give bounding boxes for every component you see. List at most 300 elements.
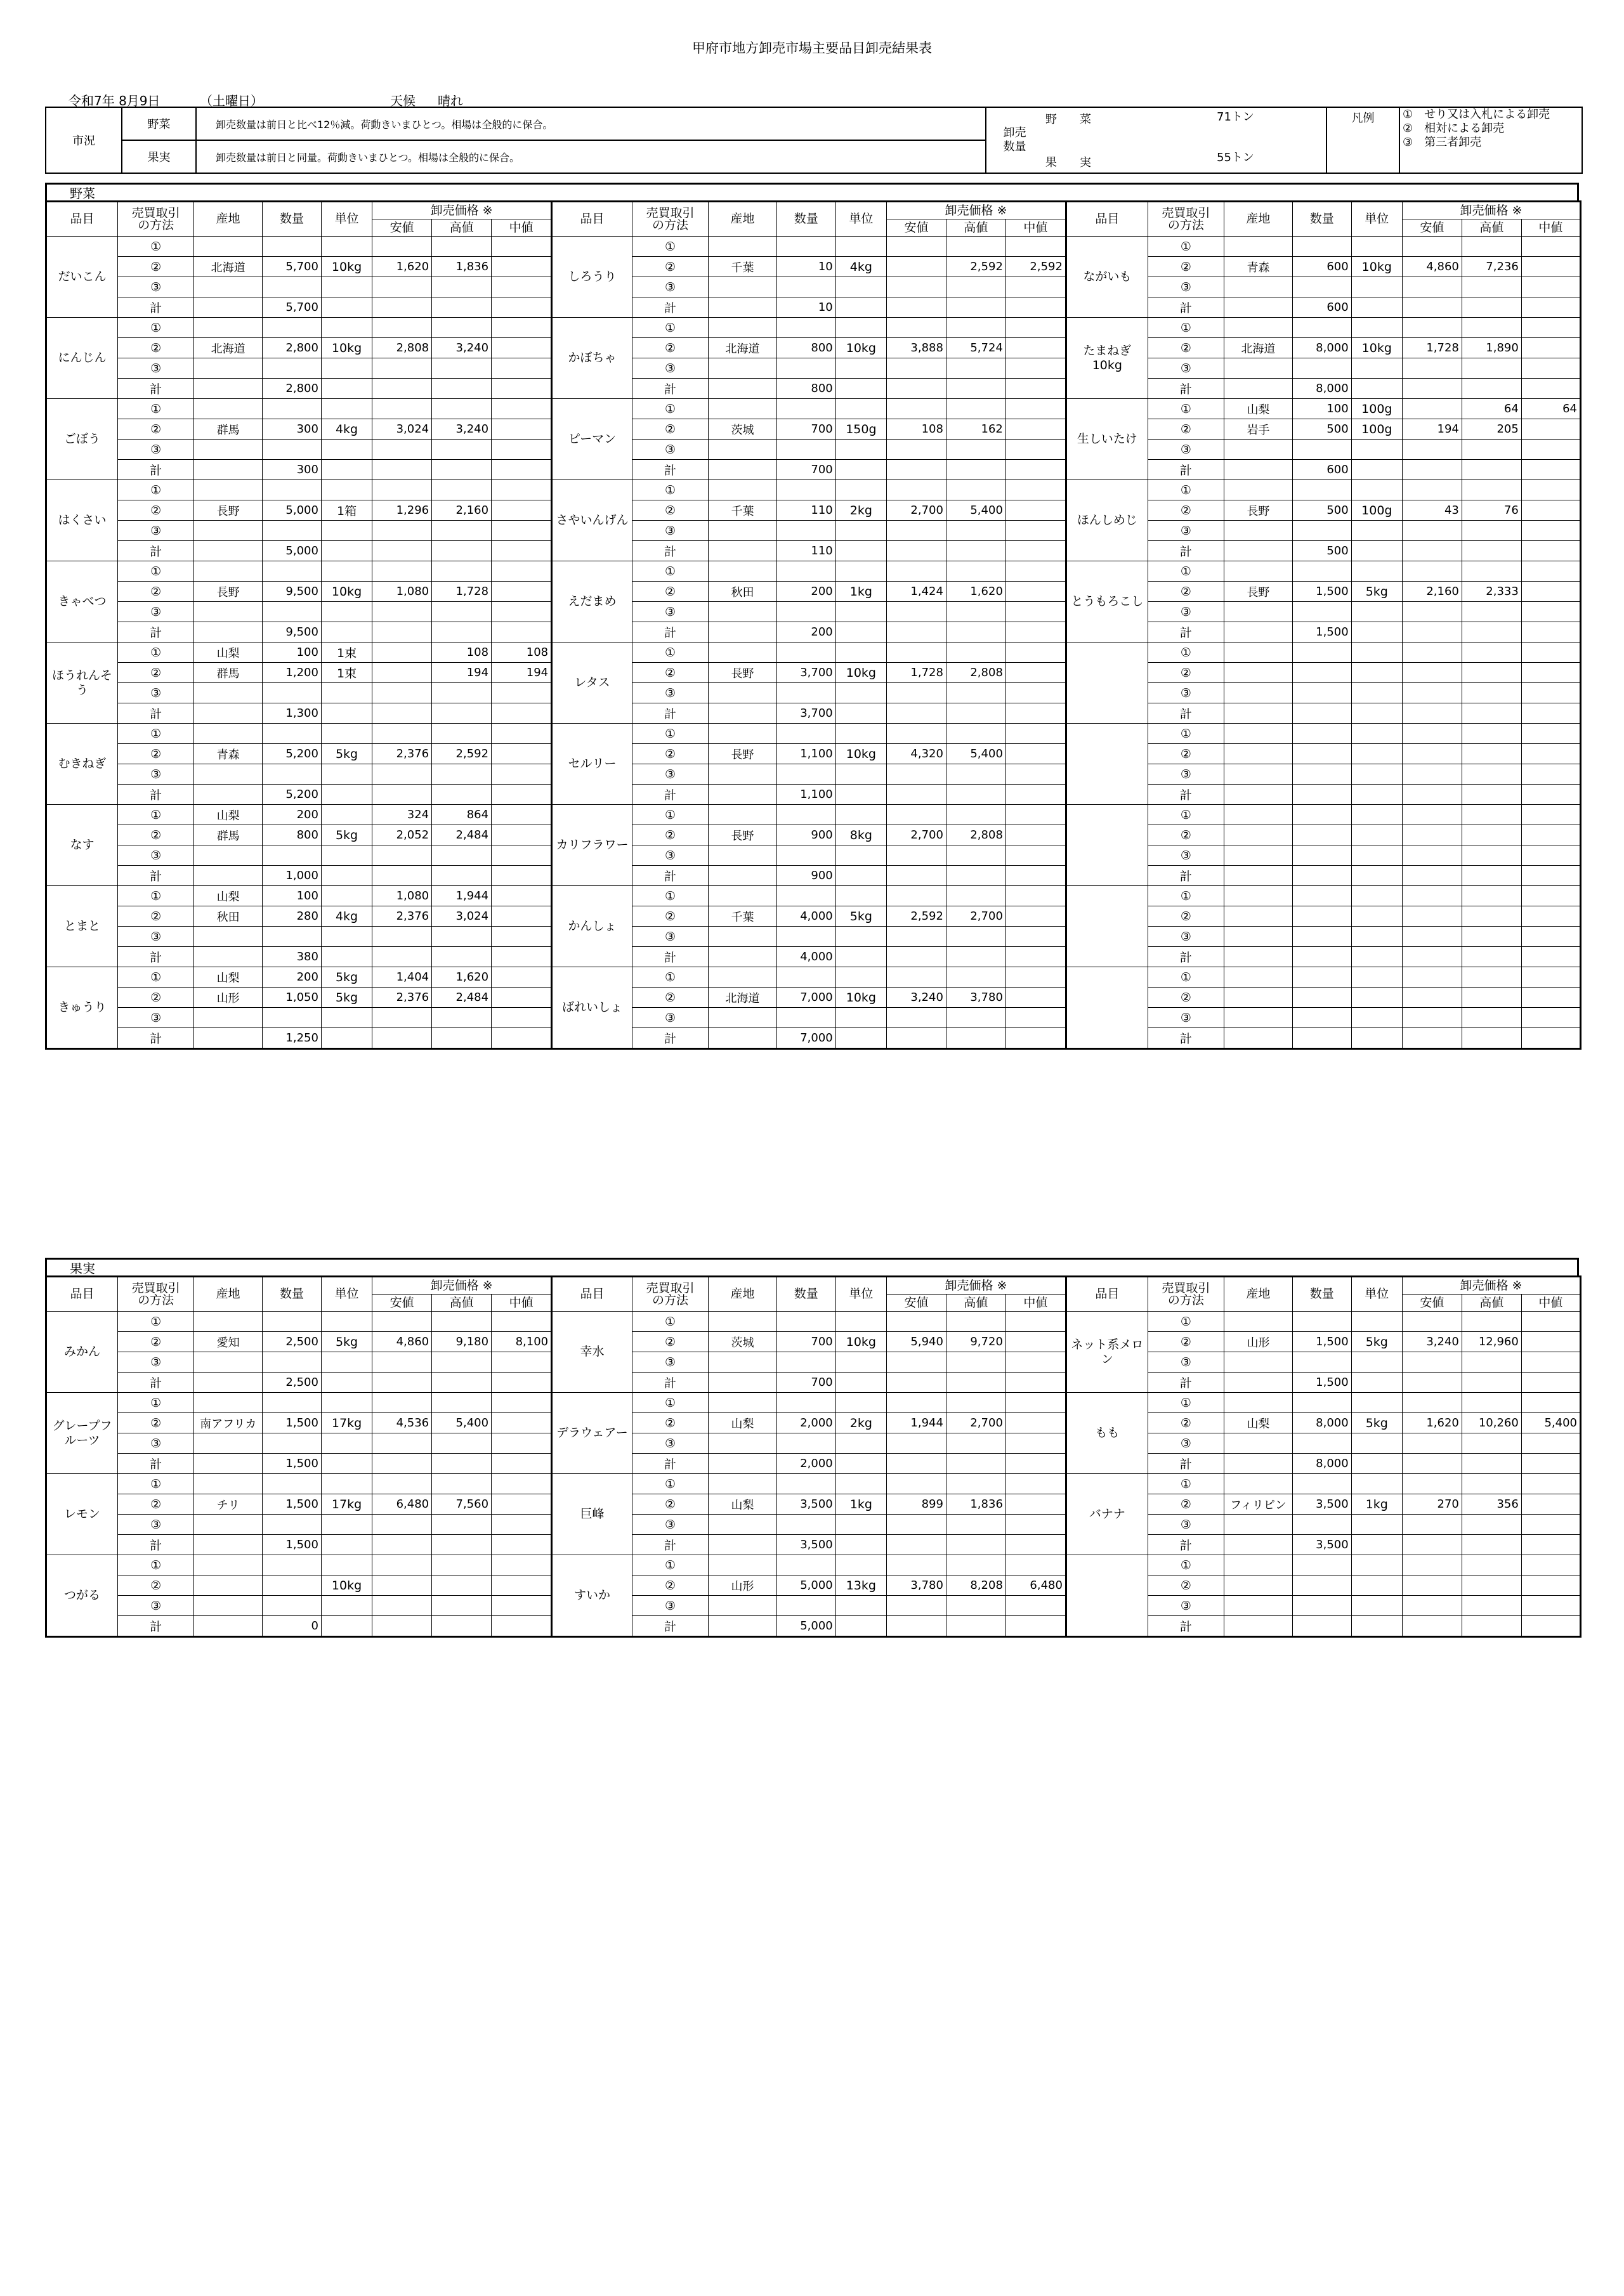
cell-origin: 青森 bbox=[1224, 257, 1293, 277]
cell-quantity: 1,100 bbox=[776, 744, 835, 764]
cell-unit bbox=[835, 1312, 886, 1332]
cell-low-price: 2,376 bbox=[372, 906, 432, 927]
method-mark: ① bbox=[117, 318, 193, 338]
cell-origin: 山梨 bbox=[194, 967, 263, 988]
cell-low-price: 1,620 bbox=[372, 257, 432, 277]
method-mark: ③ bbox=[117, 1596, 193, 1616]
cell-high-price bbox=[946, 1008, 1005, 1028]
cell-high-price bbox=[946, 460, 1005, 480]
cell-quantity: 8,000 bbox=[1292, 338, 1351, 358]
cell-low-price bbox=[372, 358, 432, 379]
cell-unit bbox=[1351, 724, 1402, 744]
cell-high-price: 194 bbox=[432, 663, 492, 683]
cell-high-price: 1,944 bbox=[432, 886, 492, 906]
cell-low-price: 1,404 bbox=[372, 967, 432, 988]
table-row bbox=[46, 1575, 1581, 1596]
cell-quantity bbox=[1292, 764, 1351, 785]
cell-low-price bbox=[886, 967, 946, 988]
cell-quantity bbox=[1292, 683, 1351, 703]
cell-low-price: 3,240 bbox=[1402, 1332, 1462, 1352]
cell-origin bbox=[709, 358, 777, 379]
cell-origin: 群馬 bbox=[194, 419, 263, 440]
cell-high-price bbox=[432, 440, 492, 460]
cell-quantity: 3,500 bbox=[776, 1535, 835, 1555]
cell-unit bbox=[321, 297, 372, 318]
table-row bbox=[46, 1596, 1581, 1616]
cell-mid-price bbox=[1005, 419, 1066, 440]
cell-origin bbox=[194, 947, 263, 967]
cell-mid-price bbox=[492, 683, 552, 703]
method-mark: 計 bbox=[117, 1028, 193, 1049]
cell-mid-price bbox=[492, 927, 552, 947]
method-mark: ① bbox=[632, 1312, 708, 1332]
cell-unit bbox=[835, 399, 886, 419]
cell-mid-price bbox=[1521, 703, 1580, 724]
cell-mid-price bbox=[1005, 1616, 1066, 1637]
header-item: 品目 bbox=[46, 202, 118, 237]
cell-quantity bbox=[263, 1515, 322, 1535]
cell-origin bbox=[709, 460, 777, 480]
header-unit: 単位 bbox=[835, 202, 886, 237]
cell-unit bbox=[835, 561, 886, 582]
cell-unit bbox=[1351, 1312, 1402, 1332]
cell-origin bbox=[194, 622, 263, 642]
cell-unit bbox=[1351, 703, 1402, 724]
cell-unit bbox=[835, 1515, 886, 1535]
method-mark: 計 bbox=[632, 1616, 708, 1637]
cell-unit bbox=[321, 602, 372, 622]
cell-mid-price bbox=[1005, 541, 1066, 561]
cell-low-price bbox=[1402, 866, 1462, 886]
cell-unit bbox=[1351, 744, 1402, 764]
cell-unit bbox=[835, 866, 886, 886]
header-method bbox=[632, 202, 708, 237]
cell-low-price bbox=[1402, 683, 1462, 703]
cell-low-price bbox=[1402, 967, 1462, 988]
method-mark: ③ bbox=[1148, 764, 1224, 785]
cell-quantity: 100 bbox=[263, 642, 322, 663]
method-mark: ① bbox=[632, 967, 708, 988]
cell-quantity: 100 bbox=[263, 886, 322, 906]
cell-mid-price bbox=[1005, 866, 1066, 886]
cell-high-price bbox=[432, 358, 492, 379]
table-row bbox=[46, 866, 1581, 886]
cell-origin bbox=[194, 460, 263, 480]
table-row bbox=[46, 947, 1581, 967]
cell-unit: 10kg bbox=[835, 663, 886, 683]
cell-origin: 山形 bbox=[709, 1575, 777, 1596]
cell-high-price bbox=[1462, 1008, 1521, 1028]
cell-origin bbox=[1224, 379, 1293, 399]
cell-high-price bbox=[432, 1454, 492, 1474]
cell-high-price bbox=[432, 1393, 492, 1413]
cell-low-price bbox=[886, 805, 946, 825]
cell-origin bbox=[194, 1515, 263, 1535]
cell-unit bbox=[835, 642, 886, 663]
volume-veg-value: 71トン bbox=[1214, 107, 1326, 140]
cell-quantity: 1,050 bbox=[263, 988, 322, 1008]
cell-low-price: 194 bbox=[1402, 419, 1462, 440]
cell-unit bbox=[1351, 521, 1402, 541]
cell-high-price: 2,700 bbox=[946, 1413, 1005, 1433]
cell-origin bbox=[709, 379, 777, 399]
cell-low-price bbox=[1402, 1616, 1462, 1637]
item-name: とまと bbox=[46, 886, 118, 967]
cell-origin: フィリピン bbox=[1224, 1494, 1293, 1515]
item-name bbox=[1066, 967, 1148, 1049]
cell-high-price bbox=[432, 1474, 492, 1494]
cell-quantity: 1,500 bbox=[1292, 582, 1351, 602]
cell-high-price: 5,724 bbox=[946, 338, 1005, 358]
method-mark: ② bbox=[1148, 1494, 1224, 1515]
cell-high-price bbox=[1462, 683, 1521, 703]
method-mark: 計 bbox=[1148, 1028, 1224, 1049]
cell-mid-price bbox=[492, 1028, 552, 1049]
table-row bbox=[46, 967, 1581, 988]
cell-quantity: 2,000 bbox=[776, 1413, 835, 1433]
cell-high-price bbox=[946, 764, 1005, 785]
cell-low-price bbox=[372, 1008, 432, 1028]
cell-unit bbox=[835, 724, 886, 744]
cell-mid-price bbox=[492, 703, 552, 724]
item-name bbox=[1066, 886, 1148, 967]
cell-quantity: 8,000 bbox=[1292, 1454, 1351, 1474]
cell-low-price bbox=[1402, 805, 1462, 825]
cell-unit bbox=[321, 1393, 372, 1413]
header-price: 卸売価格 ※ bbox=[372, 202, 552, 219]
cell-quantity bbox=[776, 683, 835, 703]
cell-unit bbox=[835, 541, 886, 561]
cell-origin: 北海道 bbox=[194, 338, 263, 358]
cell-high-price bbox=[1462, 1575, 1521, 1596]
method-mark: ③ bbox=[1148, 1008, 1224, 1028]
cell-high-price bbox=[946, 1028, 1005, 1049]
cell-mid-price bbox=[492, 1433, 552, 1454]
cell-origin bbox=[194, 318, 263, 338]
cell-low-price bbox=[1402, 602, 1462, 622]
cell-high-price: 2,592 bbox=[946, 257, 1005, 277]
cell-quantity: 110 bbox=[776, 500, 835, 521]
cell-quantity bbox=[263, 1008, 322, 1028]
cell-origin: 山梨 bbox=[1224, 1413, 1293, 1433]
cell-high-price bbox=[1462, 988, 1521, 1008]
method-mark: ② bbox=[1148, 582, 1224, 602]
header-high: 高値 bbox=[1462, 1295, 1521, 1312]
cell-origin bbox=[709, 866, 777, 886]
cell-unit: 5kg bbox=[1351, 582, 1402, 602]
cell-mid-price bbox=[1005, 1352, 1066, 1373]
cell-quantity bbox=[776, 1008, 835, 1028]
cell-origin bbox=[1224, 764, 1293, 785]
cell-unit bbox=[321, 1352, 372, 1373]
cell-mid-price bbox=[492, 419, 552, 440]
cell-unit bbox=[321, 683, 372, 703]
cell-high-price bbox=[432, 785, 492, 805]
cell-mid-price bbox=[492, 277, 552, 297]
cell-mid-price bbox=[1005, 561, 1066, 582]
cell-high-price bbox=[1462, 866, 1521, 886]
cell-unit: 100g bbox=[1351, 419, 1402, 440]
method-mark: 計 bbox=[1148, 379, 1224, 399]
cell-quantity bbox=[263, 724, 322, 744]
cell-origin bbox=[709, 683, 777, 703]
header-method-line1: 売買取引 bbox=[1162, 1281, 1210, 1295]
cell-low-price bbox=[1402, 947, 1462, 967]
cell-unit bbox=[835, 1393, 886, 1413]
method-mark: ① bbox=[632, 805, 708, 825]
method-mark: ② bbox=[1148, 500, 1224, 521]
table-row bbox=[46, 257, 1581, 277]
method-mark: ② bbox=[632, 1332, 708, 1352]
cell-high-price bbox=[432, 521, 492, 541]
cell-unit bbox=[321, 1433, 372, 1454]
cell-quantity: 800 bbox=[776, 379, 835, 399]
header-high: 高値 bbox=[946, 1295, 1005, 1312]
cell-quantity: 4,000 bbox=[776, 906, 835, 927]
cell-low-price bbox=[886, 703, 946, 724]
cell-high-price bbox=[432, 602, 492, 622]
method-mark: ② bbox=[1148, 825, 1224, 845]
cell-high-price bbox=[946, 237, 1005, 257]
cell-mid-price bbox=[492, 764, 552, 785]
cell-low-price bbox=[1402, 886, 1462, 906]
item-name: ピーマン bbox=[552, 399, 632, 480]
cell-high-price bbox=[1462, 886, 1521, 906]
cell-high-price bbox=[1462, 805, 1521, 825]
method-mark: ③ bbox=[1148, 602, 1224, 622]
method-mark: 計 bbox=[117, 866, 193, 886]
method-mark: 計 bbox=[117, 1535, 193, 1555]
cell-quantity bbox=[1292, 785, 1351, 805]
cell-low-price bbox=[886, 1596, 946, 1616]
method-mark: 計 bbox=[1148, 1373, 1224, 1393]
cell-origin: 秋田 bbox=[709, 582, 777, 602]
cell-high-price bbox=[1462, 967, 1521, 988]
cell-high-price bbox=[946, 642, 1005, 663]
cell-unit bbox=[1351, 318, 1402, 338]
cell-low-price bbox=[372, 1555, 432, 1575]
cell-quantity bbox=[1292, 1555, 1351, 1575]
cell-unit bbox=[835, 480, 886, 500]
cell-quantity: 900 bbox=[776, 866, 835, 886]
cell-unit bbox=[321, 561, 372, 582]
cell-unit bbox=[835, 1474, 886, 1494]
cell-origin bbox=[1224, 744, 1293, 764]
method-mark: ② bbox=[632, 419, 708, 440]
method-mark: ② bbox=[1148, 338, 1224, 358]
cell-origin bbox=[194, 440, 263, 460]
method-mark: ① bbox=[1148, 967, 1224, 988]
cell-low-price: 43 bbox=[1402, 500, 1462, 521]
cell-high-price bbox=[946, 1616, 1005, 1637]
cell-high-price bbox=[1462, 440, 1521, 460]
cell-unit: 4kg bbox=[321, 419, 372, 440]
cell-low-price: 2,700 bbox=[886, 825, 946, 845]
cell-unit bbox=[1351, 683, 1402, 703]
cell-mid-price bbox=[1521, 561, 1580, 582]
method-mark: ② bbox=[632, 988, 708, 1008]
legend-item-3: ③ 第三者卸売 bbox=[1403, 136, 1482, 149]
vegetable-price-table bbox=[45, 200, 1581, 1050]
cell-origin bbox=[194, 1616, 263, 1637]
cell-low-price: 1,620 bbox=[1402, 1413, 1462, 1433]
table-row bbox=[46, 1008, 1581, 1028]
header-item: 品目 bbox=[46, 1277, 118, 1312]
table-row bbox=[46, 663, 1581, 683]
cell-mid-price bbox=[1005, 1312, 1066, 1332]
cell-quantity bbox=[776, 1312, 835, 1332]
cell-high-price bbox=[946, 561, 1005, 582]
table-row bbox=[46, 318, 1581, 338]
cell-high-price bbox=[946, 622, 1005, 642]
cell-mid-price bbox=[1521, 1616, 1580, 1637]
cell-quantity bbox=[263, 602, 322, 622]
table-row bbox=[46, 1332, 1581, 1352]
cell-unit bbox=[321, 1535, 372, 1555]
cell-mid-price bbox=[1005, 744, 1066, 764]
cell-mid-price bbox=[1005, 825, 1066, 845]
method-mark: 計 bbox=[1148, 622, 1224, 642]
cell-quantity: 4,000 bbox=[776, 947, 835, 967]
cell-high-price bbox=[946, 1352, 1005, 1373]
cell-origin bbox=[1224, 297, 1293, 318]
cell-mid-price bbox=[1005, 582, 1066, 602]
cell-origin bbox=[194, 1575, 263, 1596]
cell-low-price bbox=[886, 358, 946, 379]
cell-high-price: 2,808 bbox=[946, 825, 1005, 845]
header-price: 卸売価格 ※ bbox=[886, 202, 1066, 219]
method-mark: ② bbox=[1148, 663, 1224, 683]
item-name: えだまめ bbox=[552, 561, 632, 642]
cell-origin bbox=[709, 1474, 777, 1494]
cell-mid-price bbox=[1521, 622, 1580, 642]
cell-low-price bbox=[1402, 1575, 1462, 1596]
cell-mid-price bbox=[492, 1373, 552, 1393]
header-low: 安値 bbox=[886, 219, 946, 237]
fruit-section-title: 果実 bbox=[45, 1258, 1579, 1275]
cell-origin: 茨城 bbox=[709, 1332, 777, 1352]
table-row bbox=[46, 805, 1581, 825]
table-row bbox=[46, 237, 1581, 257]
cell-mid-price bbox=[1521, 237, 1580, 257]
header-method bbox=[117, 202, 193, 237]
cell-quantity: 2,000 bbox=[776, 1454, 835, 1474]
cell-mid-price bbox=[1521, 724, 1580, 744]
cell-origin bbox=[194, 1454, 263, 1474]
cell-unit bbox=[1351, 1393, 1402, 1413]
cell-high-price: 1,836 bbox=[432, 257, 492, 277]
cell-unit bbox=[1351, 866, 1402, 886]
cell-mid-price bbox=[1521, 1494, 1580, 1515]
cell-quantity bbox=[776, 277, 835, 297]
cell-quantity: 900 bbox=[776, 825, 835, 845]
cell-origin bbox=[1224, 886, 1293, 906]
cell-quantity: 1,500 bbox=[1292, 1373, 1351, 1393]
cell-origin bbox=[1224, 866, 1293, 886]
cell-high-price bbox=[946, 602, 1005, 622]
cell-low-price bbox=[1402, 480, 1462, 500]
cell-low-price: 899 bbox=[886, 1494, 946, 1515]
cell-mid-price: 108 bbox=[492, 642, 552, 663]
method-mark: 計 bbox=[632, 1373, 708, 1393]
cell-mid-price bbox=[1005, 460, 1066, 480]
cell-low-price bbox=[372, 845, 432, 866]
cell-unit bbox=[1351, 237, 1402, 257]
cell-unit bbox=[1351, 1352, 1402, 1373]
cell-high-price bbox=[1462, 379, 1521, 399]
cell-mid-price bbox=[1521, 1433, 1580, 1454]
cell-unit bbox=[835, 1596, 886, 1616]
header-method-line2: の方法 bbox=[138, 1293, 174, 1307]
legend-item-1: ① せり又は入札による卸売 bbox=[1403, 108, 1550, 121]
cell-unit: 10kg bbox=[321, 257, 372, 277]
cell-mid-price bbox=[1521, 1575, 1580, 1596]
cell-quantity bbox=[1292, 1433, 1351, 1454]
method-mark: 計 bbox=[632, 866, 708, 886]
cell-origin bbox=[709, 480, 777, 500]
cell-low-price bbox=[372, 724, 432, 744]
cell-high-price bbox=[1462, 1352, 1521, 1373]
cell-origin bbox=[709, 1373, 777, 1393]
cell-mid-price bbox=[492, 1008, 552, 1028]
cell-low-price bbox=[1402, 825, 1462, 845]
method-mark: ① bbox=[632, 561, 708, 582]
cell-low-price bbox=[1402, 460, 1462, 480]
cell-low-price bbox=[372, 1352, 432, 1373]
cell-high-price bbox=[1462, 1433, 1521, 1454]
cell-mid-price bbox=[1521, 1008, 1580, 1028]
cell-low-price bbox=[1402, 237, 1462, 257]
method-mark: 計 bbox=[632, 785, 708, 805]
cell-low-price: 1,080 bbox=[372, 886, 432, 906]
cell-low-price bbox=[372, 440, 432, 460]
method-mark: ① bbox=[1148, 480, 1224, 500]
method-mark: ③ bbox=[117, 521, 193, 541]
cell-high-price: 205 bbox=[1462, 419, 1521, 440]
cell-mid-price bbox=[492, 602, 552, 622]
cell-quantity: 200 bbox=[263, 805, 322, 825]
cell-unit bbox=[1351, 541, 1402, 561]
method-mark: 計 bbox=[1148, 703, 1224, 724]
method-mark: ① bbox=[632, 1474, 708, 1494]
cell-origin bbox=[709, 642, 777, 663]
cell-quantity bbox=[1292, 1515, 1351, 1535]
cell-mid-price bbox=[1005, 1373, 1066, 1393]
cell-unit: 13kg bbox=[835, 1575, 886, 1596]
cell-low-price: 324 bbox=[372, 805, 432, 825]
cell-mid-price bbox=[492, 622, 552, 642]
method-mark: ① bbox=[1148, 886, 1224, 906]
cell-high-price bbox=[946, 440, 1005, 460]
table-row bbox=[46, 764, 1581, 785]
cell-unit: 100g bbox=[1351, 399, 1402, 419]
cell-low-price bbox=[1402, 440, 1462, 460]
cell-unit bbox=[1351, 1373, 1402, 1393]
cell-high-price: 2,160 bbox=[432, 500, 492, 521]
cell-low-price bbox=[1402, 521, 1462, 541]
method-mark: 計 bbox=[117, 1373, 193, 1393]
cell-mid-price bbox=[1521, 1352, 1580, 1373]
item-name: きゅうり bbox=[46, 967, 118, 1049]
cell-quantity bbox=[263, 237, 322, 257]
cell-low-price bbox=[886, 866, 946, 886]
cell-high-price bbox=[432, 1616, 492, 1637]
cell-unit bbox=[1351, 622, 1402, 642]
cell-unit bbox=[321, 277, 372, 297]
header-unit: 単位 bbox=[321, 1277, 372, 1312]
method-mark: ② bbox=[117, 338, 193, 358]
cell-quantity bbox=[1292, 237, 1351, 257]
